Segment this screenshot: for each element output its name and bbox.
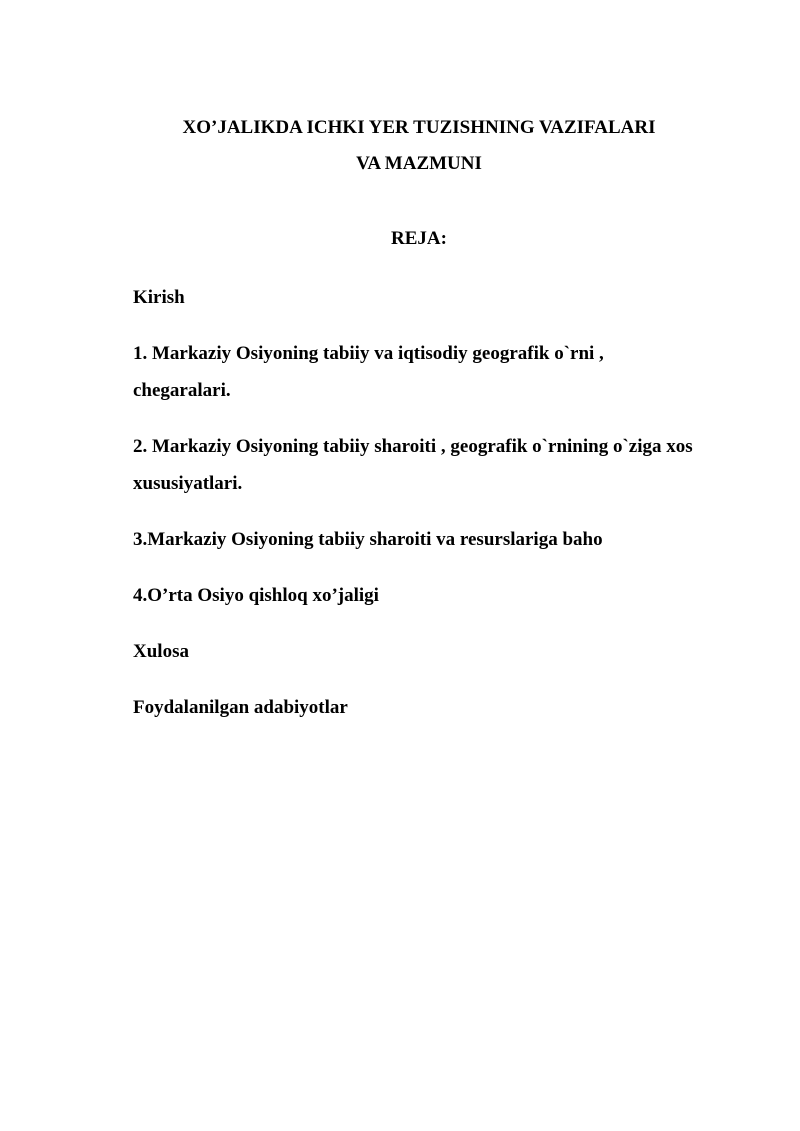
plan-item-references: Foydalanilgan adabiyotlar xyxy=(133,697,348,718)
plan-item-intro: Kirish xyxy=(133,287,185,308)
document-title-line1: XO’JALIKDA ICHKI YER TUZISHNING VAZIFALARI xyxy=(182,117,656,138)
plan-item-4: 4.O’rta Osiyo qishloq xo’jaligi xyxy=(133,585,379,606)
plan-item-2: 2. Markaziy Osiyoning tabiiy sharoiti , geografik o`rnining o`ziga xos xususiyatlari. xyxy=(133,436,693,494)
document-title-line2: VA MAZMUNI xyxy=(356,153,482,174)
plan-item-conclusion: Xulosa xyxy=(133,641,189,662)
plan-item-3: 3.Markaziy Osiyoning tabiiy sharoiti va resurslariga baho xyxy=(133,529,603,550)
plan-heading: REJA: xyxy=(391,228,447,249)
plan-item-1: 1. Markaziy Osiyoning tabiiy va iqtisodiy geografik o`rni , chegaralari. xyxy=(133,343,604,401)
plan-list xyxy=(133,279,693,745)
